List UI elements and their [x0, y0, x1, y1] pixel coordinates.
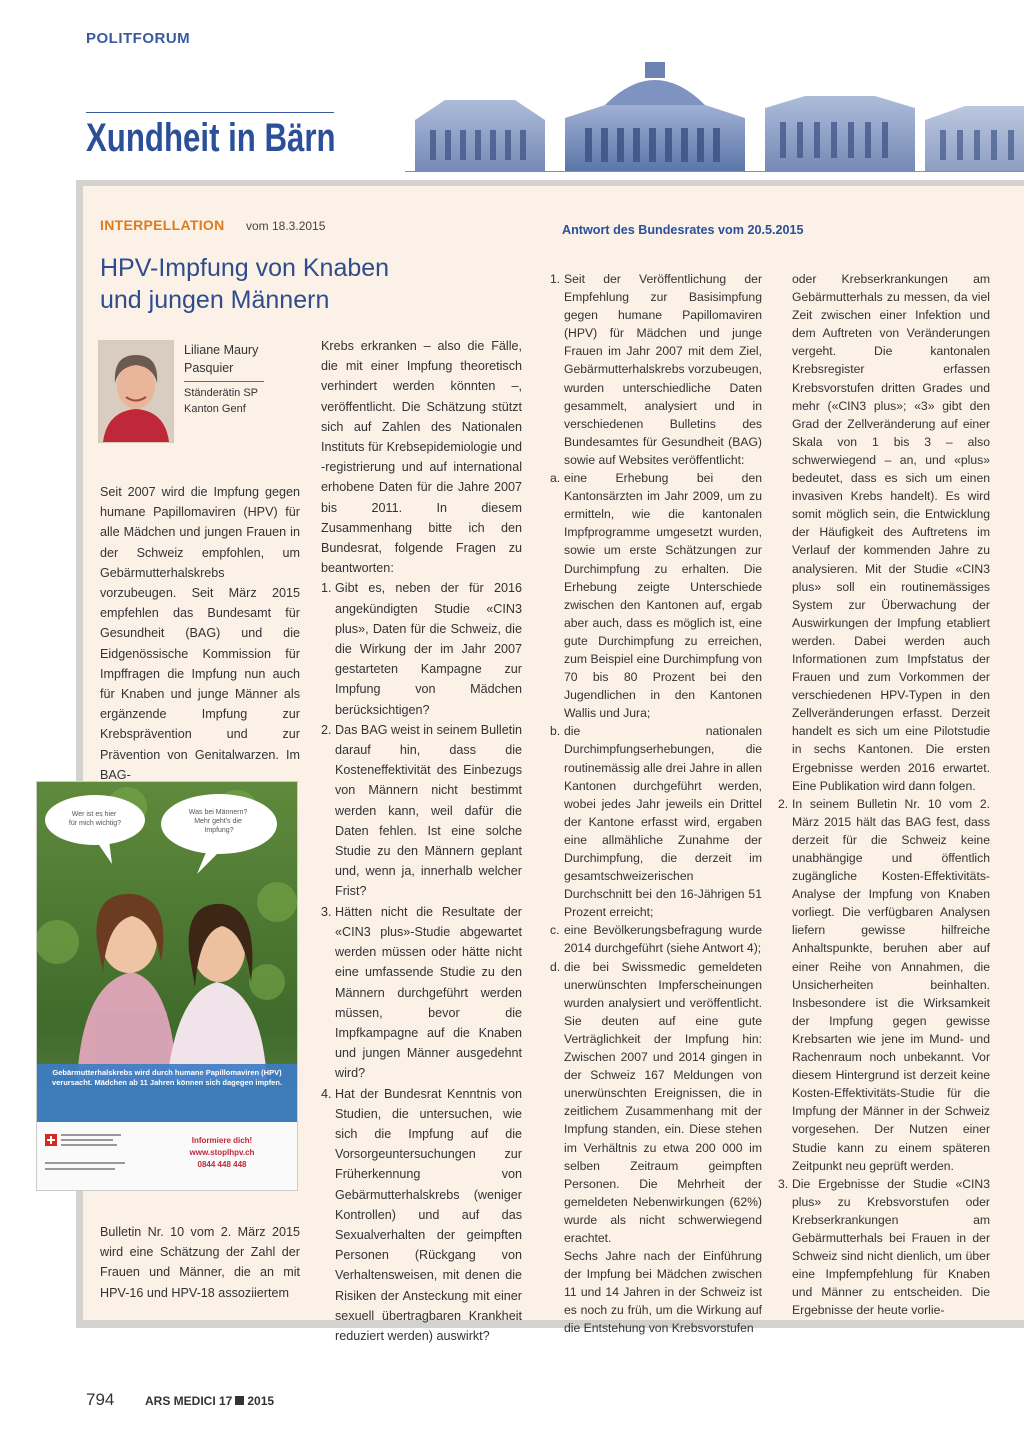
- author-role: [184, 385, 258, 417]
- answer-item: [550, 270, 762, 469]
- question-number: 2.: [321, 722, 332, 737]
- answer-heading: Antwort des Bundesrates vom 20.5.2015: [562, 223, 804, 237]
- journal-name: ARS MEDICI 17: [145, 1394, 233, 1408]
- article-title-line-2: und jungen Männern: [100, 286, 330, 314]
- author-rule: [184, 381, 264, 382]
- answer-paragraph: [550, 1247, 762, 1337]
- interpellation-tag: INTERPELLATION: [100, 217, 225, 233]
- article-title: [100, 252, 430, 316]
- square-separator-icon: [235, 1396, 244, 1405]
- intro-paragraph: Seit 2007 wird die Impfung gegen humane Papillomaviren (HPV) für alle Mädchen und jungen Frauen in der Schweiz empfohlen, um Gebärmutterhalskrebs vorzubeugen. Seit März 2015 empfehlen das Bundesamt für Gesundheit (BAG) und die Eidgenössische Kommission für Impffragen die Impfung nun auch für Knaben und junge Männer als ergänzende Impfung zur Krebsprävention und zur Prävention von Genitalwarzen. Im BAG-: [100, 485, 300, 782]
- hpv-campaign-poster: [37, 782, 297, 1190]
- poster-bubble-left: Wer ist es hier für mich wichtig?: [68, 811, 122, 827]
- intro-paragraph-continued: Bulletin Nr. 10 vom 2. März 2015 wird eine Schätzung der Zahl der Frauen und Männer, die an mit HPV-16 und HPV-18 assoziiertem: [100, 1225, 300, 1300]
- author-role-line-2: Kanton Genf: [184, 403, 246, 415]
- answer-subitem-text: die nationalen Durchimpfungserhebungen, die routinemässig alle drei Jahre in allen Kantonen durchgeführt werden, wobei jedes Jahr jeweils ein Drittel der Kantone erfasst wird, ergaben eine allmähliche Zunahme der Durchimpfung, die derzeit im gesamtschweizerischen Durchschnitt bei den 16-Jährigen 51 Prozent erreicht;: [564, 724, 762, 920]
- answer-paragraph-text: Sechs Jahre nach der Einführung der Impfung bei Mädchen zwischen 11 und 14 Jahren in der Schweiz ist es noch zu früh, um die Wirkung auf die Entstehung von Krebsvorstufen: [564, 1249, 762, 1336]
- intro-column-top: [100, 482, 300, 785]
- answer-item: [778, 1175, 990, 1320]
- author-name-line-2: Pasquier: [184, 361, 234, 375]
- question-item: [321, 720, 522, 902]
- intro-column-bottom: [100, 1222, 300, 1303]
- questions-column: [321, 336, 522, 1346]
- poster-info-1: Informiere dich!: [191, 1136, 253, 1145]
- journal-year: 2015: [247, 1394, 275, 1408]
- answer-subitem-letter: d.: [550, 959, 561, 974]
- poster-bubble-right: Was bei Männern? Mehr geht's die Impfung?: [188, 809, 248, 834]
- answer-subitem-text: die bei Swissmedic gemeldeten unerwünschten Impferscheinungen wurden analysiert und veröffentlicht. Sie deuten auf eine gute Verträglichkeit der Impfung hin: Zwischen 2007 und 2014 gingen in der Schweiz 167 Meldungen von unerwünschten Ereignissen, die in zeitlichem Zusammenhang mit der Impfung standen, ein. Diese stehen im Verhältnis zu etwa 200 000 im selben Zeitraum geimpften Personen. Die Mehrheit der gemeldeten Nebenwirkungen (62%) wurde als nicht schwerwiegend erachtet.: [564, 959, 762, 1245]
- poster-info-3: 0844 448 448: [197, 1160, 247, 1169]
- answer-item: [778, 795, 990, 1175]
- answer-number: 3.: [778, 1176, 789, 1191]
- author-name-line-1: Liliane Maury: [184, 343, 259, 357]
- question-text: Das BAG weist in seinem Bulletin darauf hin, dass die Kosteneffektivität des Einbezugs von Männern nicht bestimmt werden kann, weil dafür die Daten fehlen. Ist eine solche Studie zu den Männern geplant und, wenn ja, innerhalb welcher Frist?: [335, 722, 522, 899]
- question-text: Hätten nicht die Resultate der «CIN3 plus»-Studie abgewartet werden müssen oder hätte nicht eine umfassende Studie zu den Männern durchgeführt werden müssen, bevor die Impfkampagne auf die Knaben und jungen Männer ausgedehnt wird?: [335, 904, 522, 1081]
- question-item: [321, 902, 522, 1084]
- answer-subitem: [550, 469, 762, 722]
- interpellation-date: vom 18.3.2015: [246, 219, 326, 233]
- answer-number: 2.: [778, 796, 789, 811]
- answer-subitem: [550, 958, 762, 1248]
- question-item: [321, 1084, 522, 1347]
- questions-intro: Krebs erkranken – also die Fälle, die mit einer Impfung theoretisch verhindert werden könnten –, veröffentlicht. Die Schätzung stützt sich auf Zahlen des Nationalen Instituts für Krebsepidemiologie und -registrierung und auf international erhobene Daten für die Jahre 2007 bis 2011. In diesem Zusammenhang bitte ich den Bundesrat, folgende Fragen zu beantworten:: [321, 339, 522, 576]
- parliament-building-illustration: [405, 60, 1024, 172]
- answer-column-1: [550, 270, 762, 1338]
- answer-column-2: [778, 270, 990, 1319]
- answer-number: 1.: [550, 272, 561, 286]
- question-text: Gibt es, neben der für 2016 angekündigten Studie «CIN3 plus», Daten für die Schweiz, die die Wirkung der im Jahr 2007 gestarteten Kampagne zur Impfung von Mädchen berücksichtigen?: [335, 581, 522, 717]
- question-number: 3.: [321, 904, 332, 919]
- answer-subitem-text: eine Bevölkerungsbefragung wurde 2014 durchgeführt (siehe Antwort 4);: [564, 923, 762, 956]
- question-item: [321, 578, 522, 719]
- answer-text: In seinem Bulletin Nr. 10 vom 2. März 2015 hält das BAG fest, dass derzeit für die Schweiz keine unabhängige und öffentlich zugängliche Kosten-Effektivitäts-Analyse der Impfung von Knaben vorliegt. Die verfügbaren Analysen liefern gewisse hilfreiche Anhaltspunkte, beruhen aber auf einer Reihe von Annahmen, die Unsicherheiten beinhalten. Insbesondere ist die Wirksamkeit der Impfung gegen gewisse Krebsarten wie jene im Mund- und Rachenraum noch unbekannt. Vor diesem Hintergrund ist derzeit keine Kosten-Effektivitäts-Studie für die Impfung der Männer in der Schweiz vorgesehen. Der Nutzen einer Studie kann zu einem späteren Zeitpunkt neu geprüft werden.: [792, 796, 990, 1173]
- author-name: [184, 341, 258, 377]
- answer-continuation: oder Krebserkrankungen am Gebärmutterhals zu messen, da viel Zeit zwischen einer Infektion und dem Auftreten von Veränderungen vergeht. Die kantonalen Krebsregister erfassen Krebsvorstufen dritten Grades und mehr («CIN3 plus»; «3» gibt den Grad der Zellveränderung auf einer Skala von 1 bis 3 – also schwerwiegend – an, und «plus» bedeutet, dass es sich um einen invasiven Krebs handelt). Es wird somit möglich sein, die Entwicklung der Häufigkeit des Auftretens im Verlauf der kommenden Jahre zu analysieren. Mit der Studie «CIN3 plus» soll ein routinemässiges System zur Überwachung der Auswirkungen der Impfung etabliert werden. Dabei werden auch Informationen zum Impfstatus der Frauen und zum Vorkommen der verschiedenen HPV-Typen in den Zellveränderungen erfasst. Derzeit handelt es sich um eine Pilotstudie in sechs Kantonen. Die ersten Ergebnisse werden 2016 erwartet. Eine Publikation wird dann folgen.: [792, 272, 990, 793]
- article-title-line-1: HPV-Impfung von Knaben: [100, 254, 390, 282]
- header-rule: [405, 171, 1024, 172]
- author-photo: [99, 341, 173, 442]
- answer-subitem-letter: a.: [550, 471, 561, 486]
- section-label: POLITFORUM: [86, 30, 191, 47]
- page-title: Xundheit in Bärn: [86, 116, 336, 160]
- answer-paragraph: [778, 270, 990, 795]
- journal-reference: [145, 1394, 274, 1408]
- question-number: 1.: [321, 581, 332, 596]
- answer-text: Die Ergebnisse der Studie «CIN3 plus» zu Krebsvorstufen oder Krebserkrankungen am Gebärmutterhals bei Frauen in der Schweiz sind nicht dienlich, um über eine Impfempfehlung für Knaben und Männer zu entscheiden. Die Ergebnisse der heute vorlie-: [792, 1176, 990, 1318]
- answer-subitem: [550, 722, 762, 921]
- author-role-line-1: Ständerätin SP: [184, 387, 258, 399]
- page-number: 794: [86, 1390, 115, 1409]
- poster-info-2: www.stoplhpv.ch: [189, 1148, 255, 1157]
- answer-subitem: [550, 921, 762, 957]
- answer-subitem-letter: c.: [550, 923, 560, 938]
- answer-subitem-text: eine Erhebung bei den Kantonsärzten im Jahr 2009, um zu ermitteln, wie die kantonalen Impfprogramme umgesetzt wurden, sowie um erste Schätzungen zur Durchimpfung zu erhalten. Die Erhebung zeigte Unterschiede zwischen den Kantonen auf, ergab aber auch, dass es möglich ist, eine gute Durchimpfung zu erreichen, zum Beispiel eine Durchimpfung von 70 bis 80 Prozent bei den Jugendlichen in den Kantonen Wallis und Jura;: [564, 471, 762, 721]
- answer-subitem-letter: b.: [550, 724, 561, 739]
- answer-text: Seit der Veröffentlichung der Empfehlung zur Basisimpfung gegen humane Papillomaviren (HPV) für Mädchen und junge Frauen im Jahr 2007 mit dem Ziel, Gebärmutterhalskrebs vorzubeugen, wurden unterschiedliche Daten gesammelt, analysiert und in verschiedenen Bulletins des Bundesamtes für Gesundheit (BAG) sowie auf Websites veröffentlicht:: [564, 272, 762, 467]
- title-rule: [86, 112, 334, 113]
- poster-banner-text: Gebärmutterhalskrebs wird durch humane Papillomaviren (HPV) verursacht. Mädchen ab 11 Jahren können sich dagegen impfen.: [51, 1068, 283, 1087]
- question-text: Hat der Bundesrat Kenntnis von Studien, die untersuchen, wie sich die Impfung auf die Vorsorgeuntersuchungen zur Früherkennung von Gebärmutterhalskrebs (weniger Kontrollen) und auf das Sexualverhalten der geimpften Personen (Rückgang von Verhaltensweisen, mit denen die Risiken der Ansteckung mit einer sexuell übertragbaren Krankheit reduziert werden) auswirkt?: [335, 1086, 522, 1343]
- question-number: 4.: [321, 1086, 332, 1101]
